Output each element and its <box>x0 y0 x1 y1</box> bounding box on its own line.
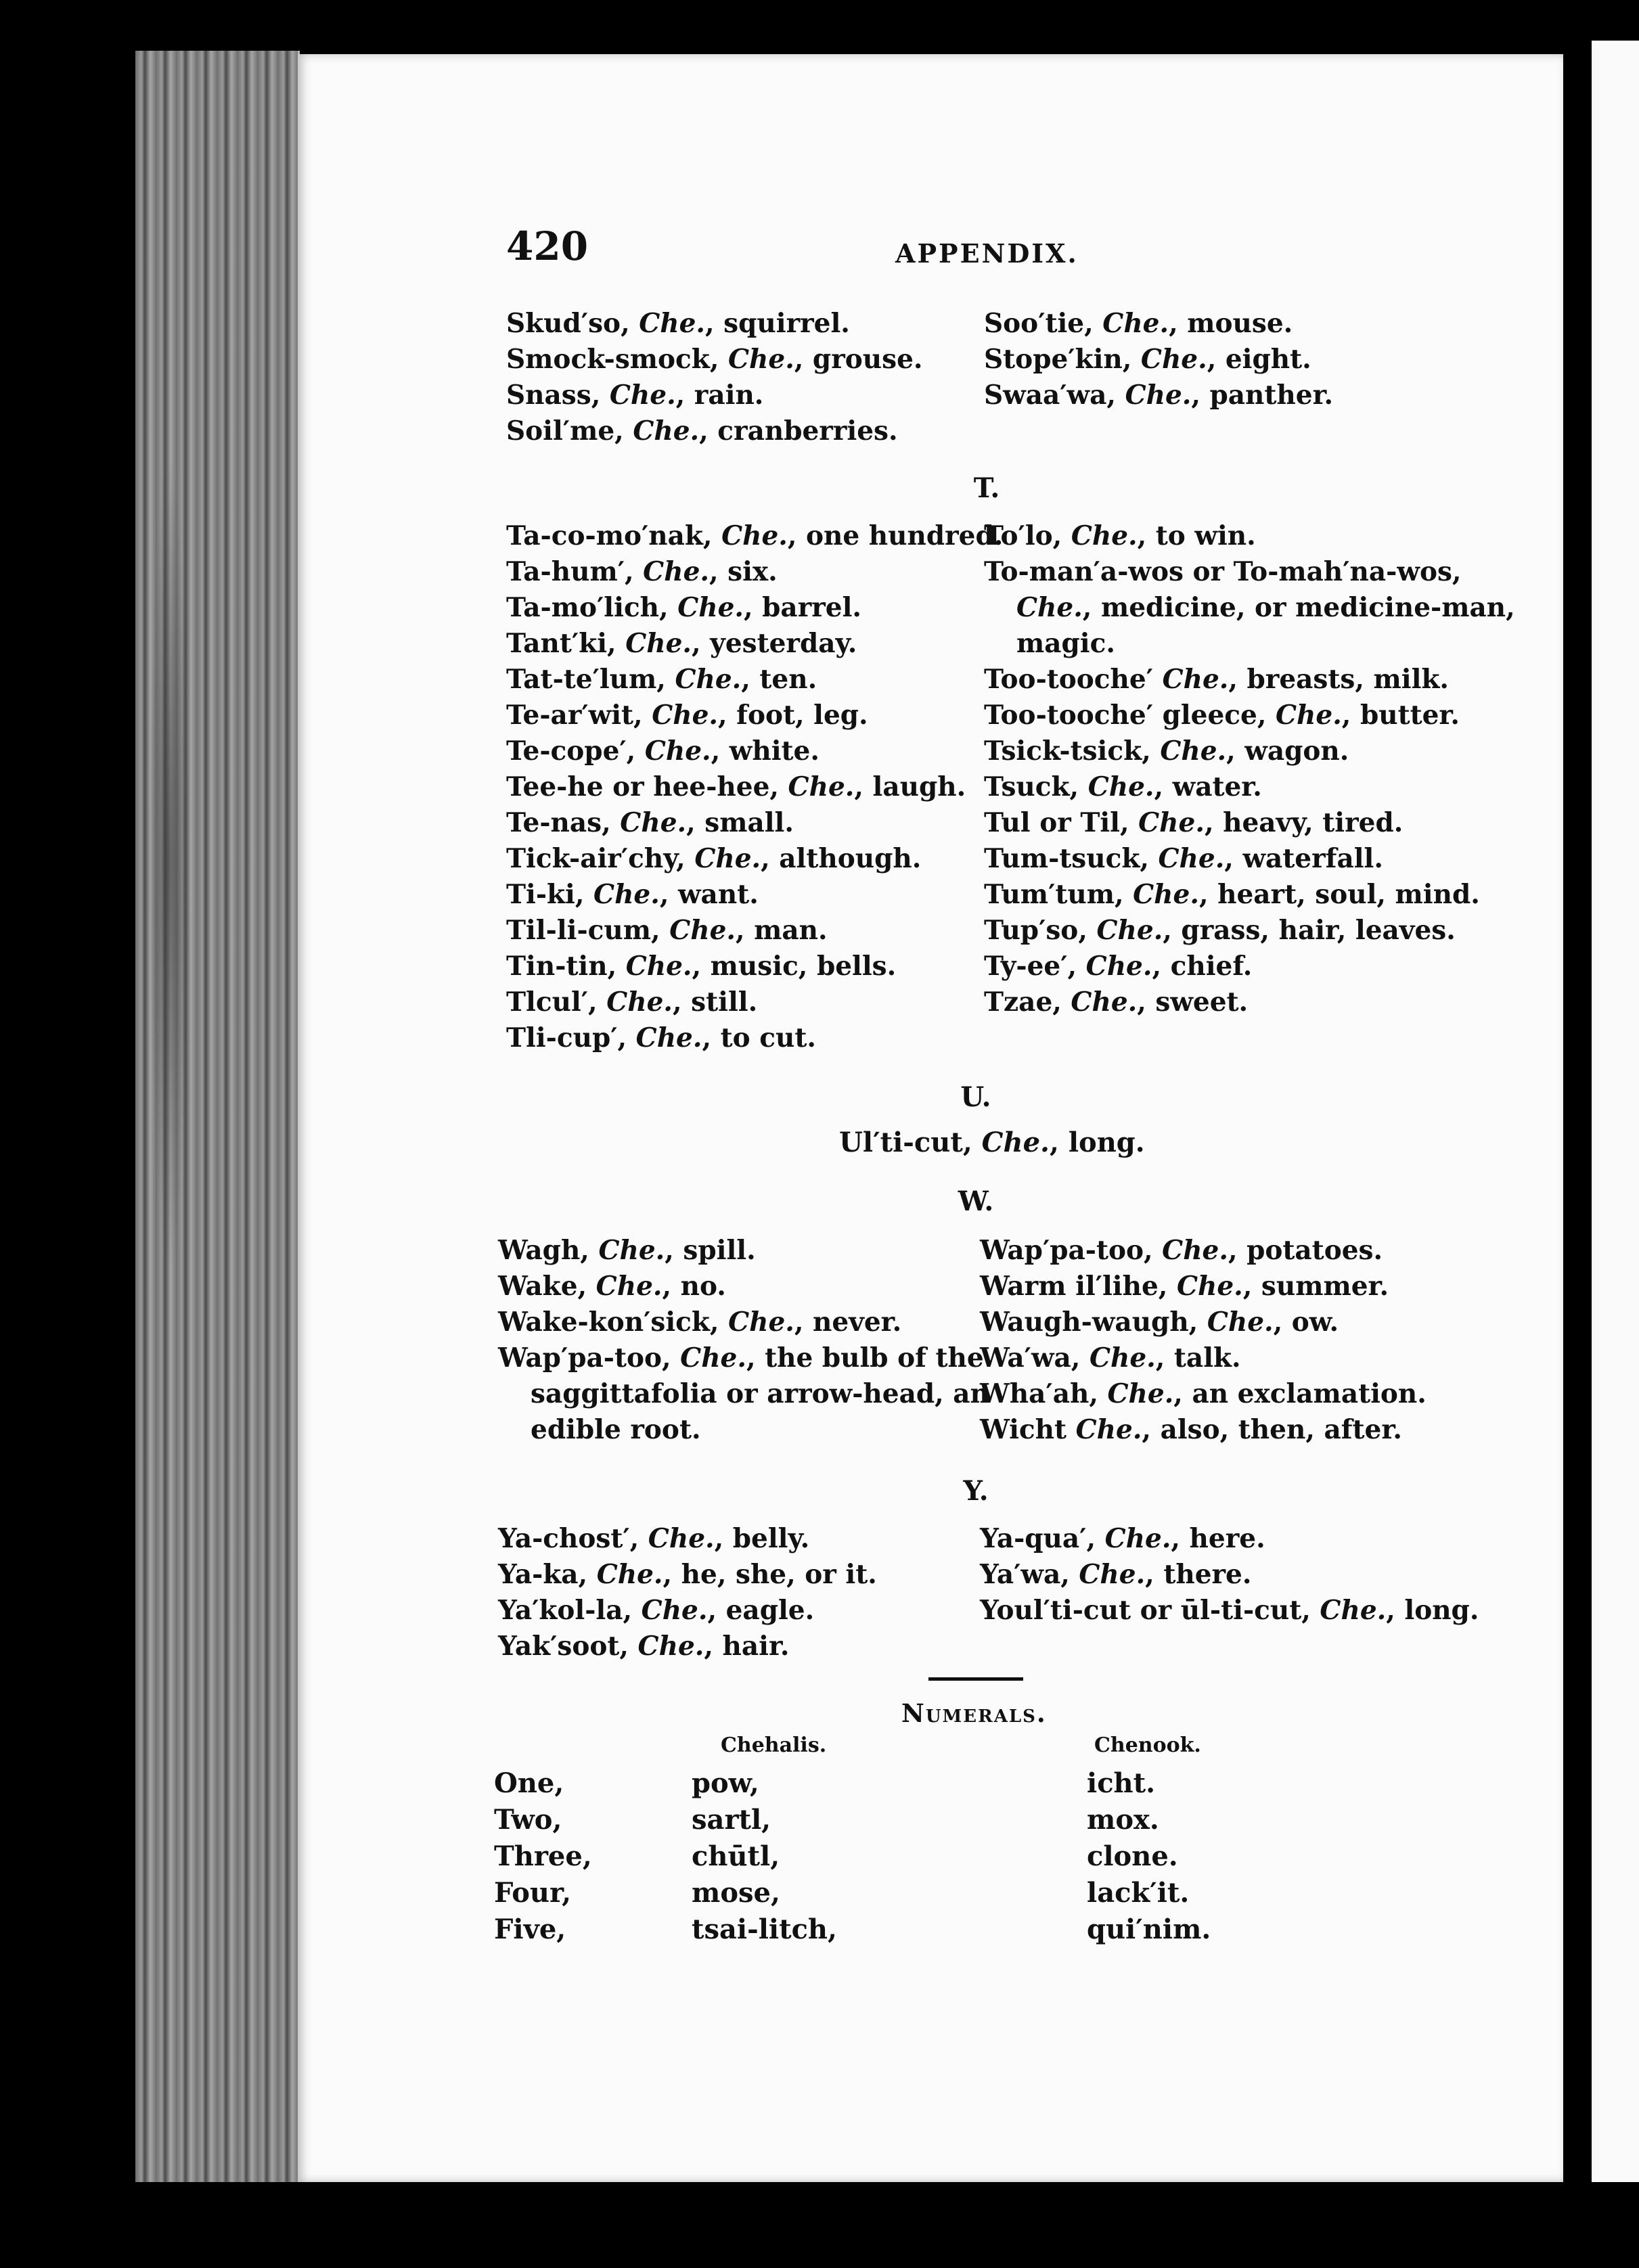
entry-continuation: Che., medicine, or medicine-man, <box>1016 592 1515 623</box>
entry: Tsick-tsick, Che., wagon. <box>984 735 1349 767</box>
entry: To-man′a-wos or To-mah′na-wos, <box>984 556 1462 587</box>
entry: Tant′ki, Che., yesterday. <box>506 628 857 659</box>
t-entries-right <box>984 518 1515 1020</box>
y-entries-right <box>980 1521 1479 1629</box>
column-header-chehalis: Chehalis. <box>721 1733 827 1757</box>
entry: Wap′pa-too, Che., potatoes. <box>980 1235 1383 1266</box>
numeral-row: Four, mose, lack′it. <box>494 1877 1190 1909</box>
entry: Soil′me, Che., cranberries. <box>506 415 898 447</box>
numeral-row: Five, tsai-litch, qui′nim. <box>494 1913 1211 1945</box>
running-title: APPENDIX. <box>895 238 1079 269</box>
entry: Te-nas, Che., small. <box>506 807 794 838</box>
entry: Yak′soot, Che., hair. <box>498 1631 790 1662</box>
spine-stain <box>149 457 189 1269</box>
entry: Tup′so, Che., grass, hair, leaves. <box>984 915 1456 946</box>
entry: Tzae, Che., sweet. <box>984 986 1249 1018</box>
numeral-row: One, pow, icht. <box>494 1767 1156 1799</box>
entry: Wicht Che., also, then, after. <box>980 1414 1402 1445</box>
entry: Ta-hum′, Che., six. <box>506 556 778 587</box>
w-entries-right <box>980 1233 1427 1448</box>
entry: Ya-ka, Che., he, she, or it. <box>498 1559 877 1590</box>
entry: Ya-qua′, Che., here. <box>980 1523 1265 1554</box>
entry: Wake, Che., no. <box>498 1271 726 1302</box>
entry-continuation: magic. <box>1016 628 1115 659</box>
numerals-heading: Numerals. <box>901 1698 1047 1728</box>
entry: Soo′tie, Che., mouse. <box>984 308 1293 339</box>
entry: Tat-te′lum, Che., ten. <box>506 664 817 695</box>
entry: Snass, Che., rain. <box>506 380 764 411</box>
entry: Smock-smock, Che., grouse. <box>506 344 923 375</box>
u-entry: Ul′ti-cut, Che., long. <box>839 1127 1145 1158</box>
entry: Tsuck, Che., water. <box>984 771 1262 802</box>
entry: Wa′wa, Che., talk. <box>980 1342 1241 1374</box>
entry: Tee-he or hee-hee, Che., laugh. <box>506 771 966 802</box>
entry: Swaa′wa, Che., panther. <box>984 380 1334 411</box>
numeral-row: Two, sartl, mox. <box>494 1804 1159 1836</box>
entry: Ta-co-mo′nak, Che., one hundred. <box>506 520 1004 551</box>
w-entries-left <box>498 1233 989 1448</box>
entry-continuation: edible root. <box>531 1414 701 1445</box>
entry: Tum-tsuck, Che., waterfall. <box>984 843 1383 874</box>
facing-page-edge <box>1592 41 1639 2185</box>
entry: Ya-chost′, Che., belly. <box>498 1523 810 1554</box>
section-letter-w: W. <box>958 1185 994 1217</box>
section-letter-t: T. <box>973 472 1000 504</box>
scan-border-bottom <box>135 2182 1639 2268</box>
entry: Tlcul′, Che., still. <box>506 986 758 1018</box>
entry: Waugh-waugh, Che., ow. <box>980 1307 1339 1338</box>
page-header <box>506 223 1095 277</box>
entry: Ya′wa, Che., there. <box>980 1559 1252 1590</box>
entry: Wap′pa-too, Che., the bulb of the <box>498 1342 984 1374</box>
entry: Til-li-cum, Che., man. <box>506 915 828 946</box>
entry: Stope′kin, Che., eight. <box>984 344 1311 375</box>
entry: Skud′so, Che., squirrel. <box>506 308 850 339</box>
entry: Tick-air′chy, Che., although. <box>506 843 922 874</box>
entry: Ya′kol-la, Che., eagle. <box>498 1595 815 1626</box>
entry: Wha′ah, Che., an exclamation. <box>980 1378 1427 1409</box>
entry: Ty-ee′, Che., chief. <box>984 951 1253 982</box>
entry: To′lo, Che., to win. <box>984 520 1256 551</box>
s-entries-left <box>506 306 922 449</box>
entry: Youl′ti-cut or ūl-ti-cut, Che., long. <box>980 1595 1479 1626</box>
entry: Wake-kon′sick, Che., never. <box>498 1307 902 1338</box>
page-number: 420 <box>506 223 589 269</box>
book-spine-edge <box>135 51 300 2182</box>
t-entries-left <box>506 518 1003 1056</box>
section-letter-y: Y. <box>963 1475 989 1507</box>
entry: Tli-cup′, Che., to cut. <box>506 1022 816 1053</box>
s-entries-right <box>984 306 1333 413</box>
numeral-row: Three, chūtl, clone. <box>494 1840 1178 1872</box>
section-letter-u: U. <box>960 1081 991 1113</box>
entry: Tul or Til, Che., heavy, tired. <box>984 807 1404 838</box>
entry: Wagh, Che., spill. <box>498 1235 756 1266</box>
column-header-chenook: Chenook. <box>1094 1733 1201 1757</box>
entry: Ta-mo′lich, Che., barrel. <box>506 592 861 623</box>
entry: Ti-ki, Che., want. <box>506 879 759 910</box>
entry: Too-tooche′ gleece, Che., butter. <box>984 700 1460 731</box>
entry: Te-ar′wit, Che., foot, leg. <box>506 700 868 731</box>
entry-continuation: saggittafolia or arrow-head, an <box>531 1378 989 1409</box>
y-entries-left <box>498 1521 877 1664</box>
entry: Te-cope′, Che., white. <box>506 735 820 767</box>
entry: Warm il′lihe, Che., summer. <box>980 1271 1389 1302</box>
entry: Tum′tum, Che., heart, soul, mind. <box>984 879 1480 910</box>
entry: Too-tooche′ Che., breasts, milk. <box>984 664 1450 695</box>
section-divider-rule <box>928 1677 1023 1681</box>
entry: Tin-tin, Che., music, bells. <box>506 951 897 982</box>
